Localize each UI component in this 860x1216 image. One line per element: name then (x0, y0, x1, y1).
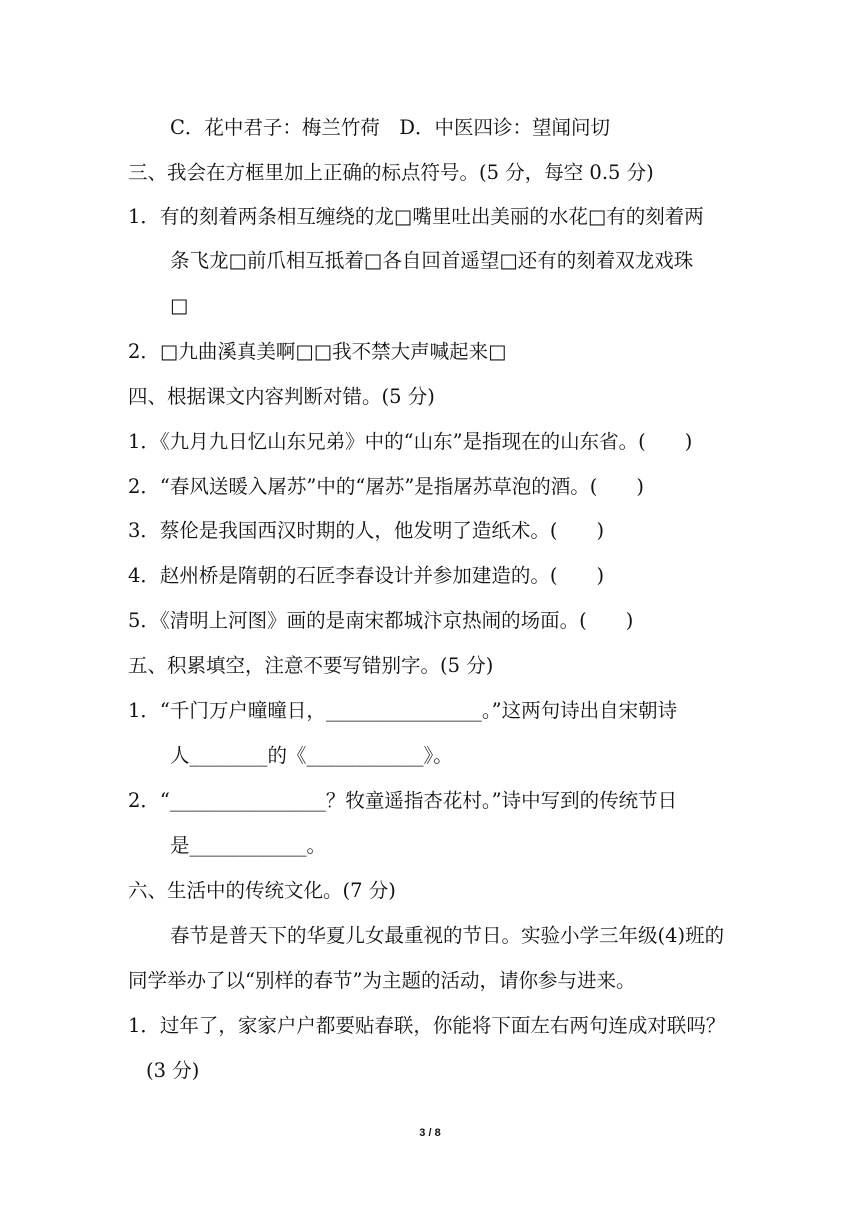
paragraph-line: 春节是普天下的华夏儿女最重视的节日。实验小学三年级(4)班的 (170, 924, 725, 947)
question-item: 2．“________________？牧童遥指杏花村。”诗中写到的传统节日 (128, 789, 678, 812)
question-continuation: 是____________。 (170, 834, 327, 857)
question-item: 1．过年了，家家户户都要贴春联，你能将下面左右两句连成对联吗？ (128, 1014, 726, 1037)
question-item: 5．《清明上河图》画的是南宋都城汴京热闹的场面。( ) (128, 609, 634, 632)
question-item: 4．赵州桥是隋朝的石匠李春设计并参加建造的。( ) (128, 564, 605, 587)
option-line: C．花中君子：梅兰竹荷 D．中医四诊：望闻问切 (170, 116, 611, 139)
question-continuation: (3 分) (146, 1059, 200, 1082)
question-continuation: 人________的《____________》。 (170, 744, 453, 767)
question-item: 1．《九月九日忆山东兄弟》中的“山东”是指现在的山东省。( ) (128, 430, 693, 453)
question-item: 2．□九曲溪真美啊□□我不禁大声喊起来□ (128, 340, 507, 363)
question-item: 1．“千门万户曈曈日，________________。”这两句诗出自宋朝诗 (128, 699, 678, 722)
section-heading: 五、积累填空，注意不要写错别字。(5 分) (128, 654, 494, 677)
question-item: 1．有的刻着两条相互缠绕的龙□嘴里吐出美丽的水花□有的刻着两 (128, 205, 704, 228)
question-continuation: 条飞龙□前爪相互抵着□各自回首遥望□还有的刻着双龙戏珠 (170, 249, 694, 272)
section-heading: 四、根据课文内容判断对错。(5 分) (128, 385, 435, 408)
question-continuation: □ (170, 294, 189, 317)
question-item: 2．“春风送暖入屠苏”中的“屠苏”是指屠苏草泡的酒。( ) (128, 475, 644, 498)
page-number: 3 / 8 (419, 1127, 441, 1139)
section-heading: 六、生活中的传统文化。(7 分) (128, 879, 396, 902)
question-item: 3．蔡伦是我国西汉时期的人，他发明了造纸术。( ) (128, 519, 605, 542)
paragraph-line: 同学举办了以“别样的春节”为主题的活动，请你参与进来。 (128, 969, 636, 992)
section-heading: 三、我会在方框里加上正确的标点符号。(5 分，每空 0.5 分) (128, 161, 654, 184)
